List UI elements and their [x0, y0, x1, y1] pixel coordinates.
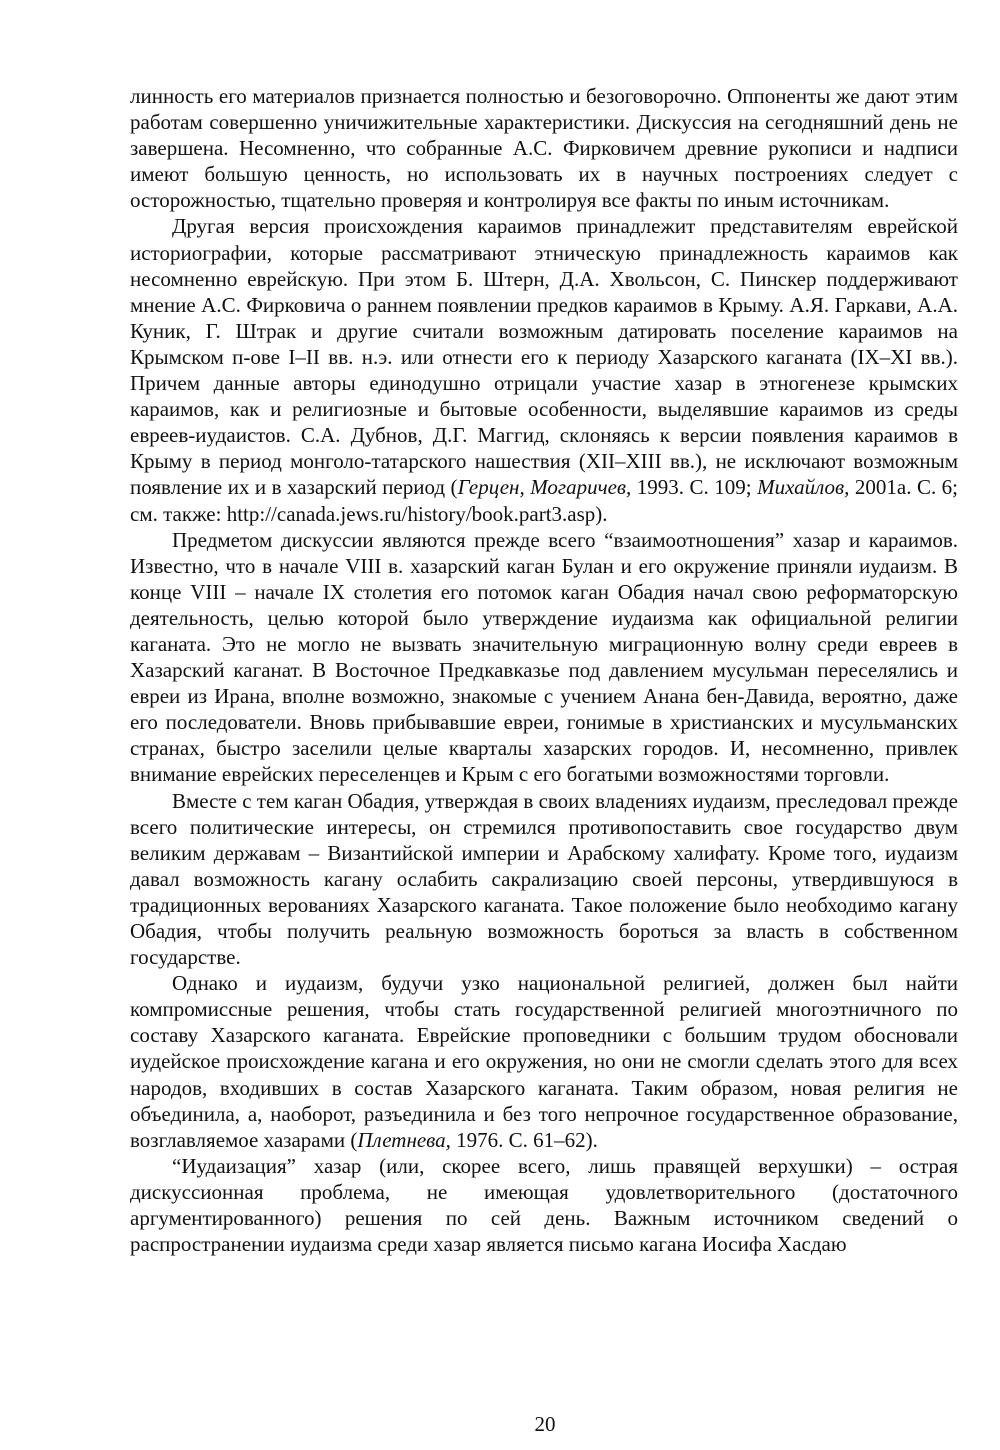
text-run: Предметом дискуссии являются прежде всего “взаимоотношения” хазар и караимов. Известно, что в начале VIII в. хазарский каган Булан и его окружение приняли иудаизм. В конце VIII – начале IX столетия его потомок каган Обадия начал свою реформаторскую деятельность, целью которой было утверждение иудаизма как официальной религии каганата. Это не могло не вызвать значительную миграционную волну среди евреев в Хазарский каганат. В Восточное Предкавказье под давлением мусульман переселялись и евреи из Ирана, вполне возможно, знакомые с учением Анана бен-Давида, вероятно, даже его последователи. Вновь прибывавшие евреи, гонимые в христианских и мусульманских странах, быстро заселили целые кварталы хазарских городов. И, несомненно, привлек внимание еврейских переселенцев и Крым с его богатыми возможностями торговли.: [130, 527, 958, 787]
paragraph-6: [130, 1153, 958, 1257]
text-run: Однако и иудаизм, будучи узко национальной религией, должен был найти компромиссные решения, чтобы стать государственной религией многоэтничного по составу Хазарского каганата. Еврейские проповедники с большим трудом обосновали иудейское происхождение кагана и его окружения, но они не смогли сделать этого для всех народов, входивших в состав Хазарского каганата. Таким образом, новая религия не объединила, а, наоборот, разъединила и без того непрочное государственное образование, возглавляемое хазарами (: [130, 971, 958, 1152]
text-run: Вместе с тем каган Обадия, утверждая в своих владениях иудаизм, преследовал прежде всего политические интересы, он стремился противопоставить свое государство двум великим державам – Византийской империи и Арабскому халифату. Кроме того, иудаизм давал возможность кагану ослабить сакрализацию своей персоны, утвердившуюся в традиционных верованиях Хазарского каганата. Такое положение было необходимо кагану Обадия, чтобы получить реальную возможность бороться за власть в собственном государстве.: [130, 788, 958, 970]
paragraph-3: [130, 527, 958, 788]
body-text: [130, 83, 958, 1257]
text-run: 1976. С. 61–62).: [450, 1127, 598, 1152]
citation-author: Герцен, Могаричев,: [457, 475, 632, 500]
text-run: 2001а. С. 6; см. также: http://canada.jews.ru/history/book.part3.asp).: [130, 475, 959, 526]
text-run: “Иудаизация” хазар (или, скорее всего, лишь правящей верхушки) – острая дискуссионная проблема, не имеющая удовлетворительного (достаточного аргументированного) решения по сей день. Важным источником сведений о распространении иудаизма среди хазар является письмо кагана Иосифа Хасдаю: [130, 1153, 958, 1257]
paragraph-5: [130, 970, 958, 1153]
text-run: линность его материалов признается полностью и безоговорочно. Оппоненты же дают этим работам совершенно уничижительные характеристики. Дискуссия на сегодняшний день не завершена. Несомненно, что собранные А.С. Фирковичем древние рукописи и надписи имеют большую ценность, но использовать их в научных построениях следует с осторожностью, тщательно проверяя и контролируя все факты по иным источникам.: [130, 84, 958, 213]
text-run: Другая версия происхождения караимов принадлежит представителям еврейской историографии, которые рассматривают этническую принадлежность караимов как несомненно еврейскую. При этом Б. Штерн, Д.А. Хвольсон, С. Пинскер поддерживают мнение А.С. Фирковича о раннем появлении предков караимов в Крыму. А.Я. Гаркави, А.А. Куник, Г. Штрак и другие считали возможным датировать поселение караимов на Крымском п-ове I–II вв. н.э. или отнести его к периоду Хазарского каганата (IX–XI вв.). Причем данные авторы единодушно отрицали участие хазар в этногенезе крымских караимов, как и религиозные и бытовые особенности, выделявшие караимов из среды евреев-иудаистов. С.А. Дубнов, Д.Г. Маггид, склоняясь к версии появления караимов в Крыму в период монголо-татарского нашествия (XII–XIII вв.), не исключают возможным появление их и в хазарский период (: [130, 214, 958, 500]
text-run: 1993. С. 109;: [631, 475, 758, 500]
paragraph-4: [130, 788, 958, 971]
citation-author: Михайлов,: [757, 475, 850, 500]
page-number: 20: [534, 1412, 556, 1436]
paragraph-1: [130, 83, 958, 213]
citation-author: Плетнева,: [357, 1127, 451, 1152]
paragraph-2: [130, 213, 958, 526]
